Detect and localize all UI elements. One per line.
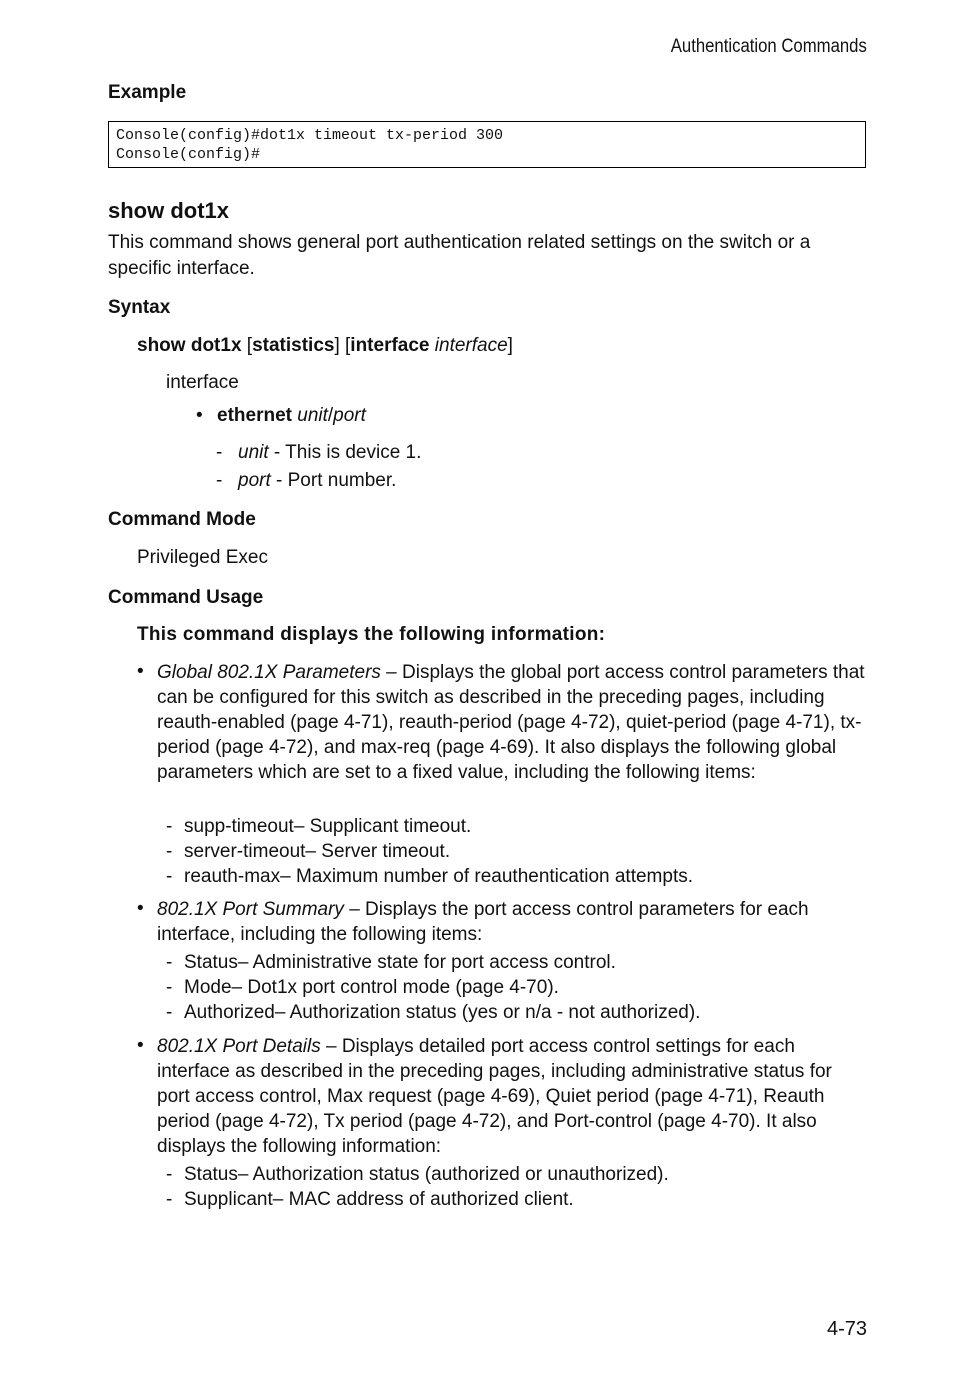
sub-item: Authorized– Authorization status (yes or n/a - not authorized). (184, 1002, 701, 1023)
sub-item: Status– Authorization status (authorized or unauthorized). (184, 1164, 669, 1185)
syntax-heading: Syntax (108, 297, 171, 318)
usage-item-global (157, 660, 869, 785)
sub-item: Mode– Dot1x port control mode (page 4-70). (184, 977, 559, 998)
usage-term: 802.1X Port Details (157, 1036, 321, 1057)
ethernet-keyword: ethernet (217, 405, 292, 426)
example-heading: Example (108, 82, 187, 103)
command-usage-heading: Command Usage (108, 587, 264, 608)
dash-marker: - (216, 470, 223, 491)
syntax-line (137, 335, 513, 357)
usage-bullet: • (137, 898, 144, 919)
param-label: interface (166, 372, 239, 393)
syntax-command: show dot1x (137, 335, 242, 356)
sub-dash: - (166, 1189, 173, 1210)
sub-dash: - (166, 1002, 173, 1023)
usage-intro: This command displays the following information: (137, 624, 606, 645)
usage-bullet: • (137, 661, 144, 682)
code-line-1: Console(config)#dot1x timeout tx-period 300 (116, 127, 504, 144)
bullet-symbol: • (196, 405, 203, 426)
unit-description (238, 442, 421, 464)
usage-term: Global 802.1X Parameters (157, 662, 381, 683)
unit-param: unit (297, 405, 328, 426)
port-param: port (333, 405, 366, 426)
unit-term: unit (238, 442, 269, 463)
sub-item: Supplicant– MAC address of authorized client. (184, 1189, 574, 1210)
usage-desc: – Displays the port access control parameters for each interface, including the following items: (157, 899, 809, 945)
code-line-2: Console(config)# (116, 146, 261, 163)
usage-item-port-details (157, 1034, 869, 1159)
sub-item: supp-timeout– Supplicant timeout. (184, 816, 472, 837)
sub-item: server-timeout– Server timeout. (184, 841, 451, 862)
sub-dash: - (166, 841, 173, 862)
syntax-bracket: [ (241, 335, 253, 356)
usage-item-port-summary (157, 897, 869, 947)
usage-desc: – Displays the global port access control parameters that can be configured for this switch as described in the preceding pages, including reauth-enabled (page 4-71), reauth-period (page 4-72), quiet-period (page 4-71), tx-period (page 4-72), and max-req (page 4-69). It also displays the following global parameters which are set to a fixed value, including the following items: (157, 662, 865, 783)
command-mode-heading: Command Mode (108, 509, 256, 530)
syntax-opt-statistics: statistics (252, 335, 335, 356)
port-term: port (238, 470, 271, 491)
syntax-bracket: ] (507, 335, 513, 356)
code-example-box (108, 121, 866, 168)
port-desc: - Port number. (270, 470, 397, 491)
sub-item: Status– Administrative state for port access control. (184, 952, 616, 973)
usage-desc: – Displays detailed port access control settings for each interface as described in the preceding pages, including administrative status for port access control, Max request (page 4-69), Quiet period (page 4-71), Reauth period (page 4-72), Tx period (page 4-72), and Port-control (page 4-70). It also displays the following information: (157, 1036, 832, 1157)
ethernet-item (217, 405, 366, 427)
dash-marker: - (216, 442, 223, 463)
command-mode-value: Privileged Exec (137, 547, 268, 568)
running-header: Authentication Commands (670, 36, 867, 57)
command-title: show dot1x (108, 198, 230, 223)
sub-dash: - (166, 816, 173, 837)
command-description: This command shows general port authentication related settings on the switch or a specific interface. (108, 232, 811, 279)
usage-bullet: • (137, 1035, 144, 1056)
sub-dash: - (166, 952, 173, 973)
usage-term: 802.1X Port Summary (157, 899, 344, 920)
syntax-param-interface: interface (434, 335, 508, 356)
slash: / (327, 405, 334, 426)
page-number: 4-73 (826, 1318, 867, 1340)
sub-dash: - (166, 977, 173, 998)
port-description (238, 470, 396, 492)
syntax-bracket: ] [ (334, 335, 351, 356)
unit-desc: - This is device 1. (268, 442, 422, 463)
sub-dash: - (166, 1164, 173, 1185)
syntax-opt-interface: interface (350, 335, 430, 356)
sub-dash: - (166, 866, 173, 887)
sub-item: reauth-max– Maximum number of reauthentication attempts. (184, 866, 694, 887)
